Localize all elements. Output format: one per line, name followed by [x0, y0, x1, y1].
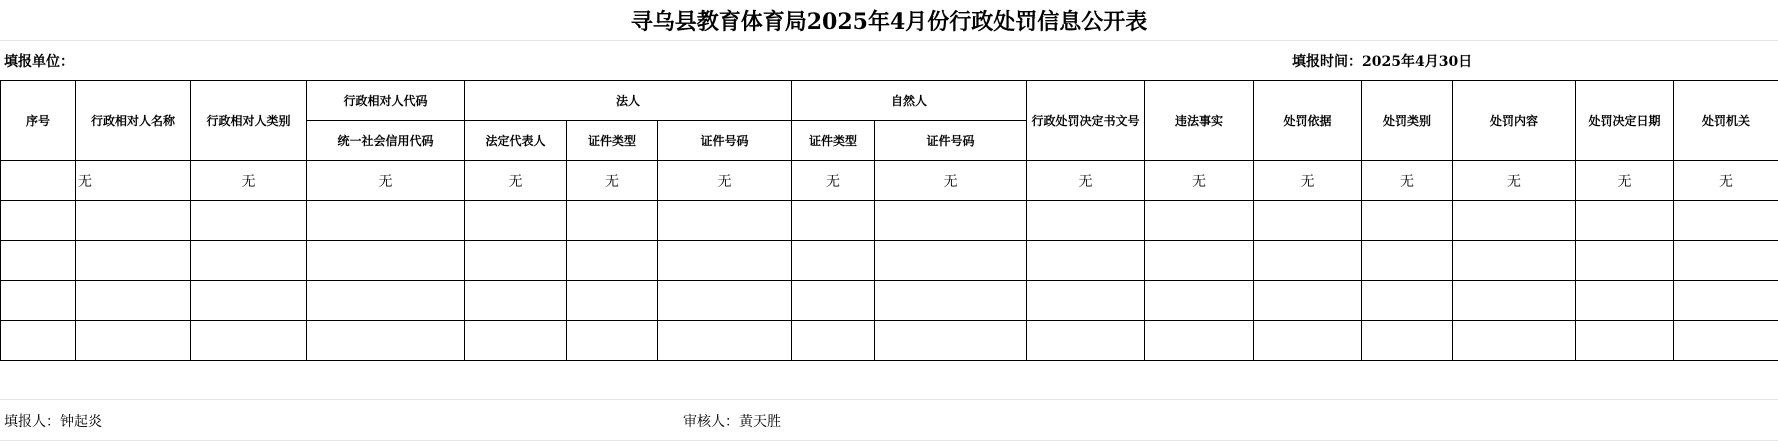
table-cell [1576, 241, 1674, 281]
header-party-code: 行政相对人代码 [307, 81, 465, 121]
table-cell [307, 321, 465, 361]
table-cell [1027, 321, 1145, 361]
table-cell [307, 241, 465, 281]
table-cell [1576, 201, 1674, 241]
table-cell [465, 201, 567, 241]
table-cell [191, 281, 307, 321]
header-basis: 处罚依据 [1254, 81, 1362, 161]
table-cell [307, 281, 465, 321]
table-cell [792, 321, 875, 361]
table-cell: 无 [307, 161, 465, 201]
table-cell [567, 201, 658, 241]
table-cell: 无 [1453, 161, 1576, 201]
table-cell [1027, 241, 1145, 281]
header-decision-no: 行政处罚决定书文号 [1027, 81, 1145, 161]
header-date: 处罚决定日期 [1576, 81, 1674, 161]
table-cell [658, 321, 792, 361]
header-natural-person: 自然人 [792, 81, 1027, 121]
table-row [1, 161, 1778, 201]
table-cell [1145, 201, 1254, 241]
table-row [1, 281, 1778, 321]
table-cell [1254, 321, 1362, 361]
table-cell [76, 201, 191, 241]
table-cell [191, 241, 307, 281]
table-cell [1145, 281, 1254, 321]
page-title: 寻乌县教育体育局2025年4月份行政处罚信息公开表 [630, 9, 1148, 35]
table-cell: 无 [792, 161, 875, 201]
table-cell [465, 241, 567, 281]
table-cell [792, 281, 875, 321]
header-credit-code: 统一社会信用代码 [307, 121, 465, 161]
penalty-info-table [0, 80, 1778, 361]
table-cell [1, 201, 76, 241]
header-party-name: 行政相对人名称 [76, 81, 191, 161]
table-row [1, 201, 1778, 241]
header-cert-no-legal: 证件号码 [658, 121, 792, 161]
table-cell [658, 241, 792, 281]
table-cell [658, 201, 792, 241]
table-cell [1, 161, 76, 201]
header-authority: 处罚机关 [1674, 81, 1778, 161]
table-cell [1674, 321, 1778, 361]
table-cell: 无 [567, 161, 658, 201]
table-cell [1362, 281, 1453, 321]
table-cell [1145, 241, 1254, 281]
table-cell [1362, 321, 1453, 361]
table-cell: 无 [1576, 161, 1674, 201]
header-cert-type-legal: 证件类型 [567, 121, 658, 161]
table-cell [1, 321, 76, 361]
table-cell: 无 [191, 161, 307, 201]
table-cell [1576, 281, 1674, 321]
table-cell: 无 [1145, 161, 1254, 201]
table-cell: 无 [1674, 161, 1778, 201]
table-cell [567, 241, 658, 281]
table-cell [1, 281, 76, 321]
table-cell [1674, 281, 1778, 321]
table-cell [307, 201, 465, 241]
reviewer-label: 审核人：黄天胜 [683, 414, 781, 430]
table-cell [76, 241, 191, 281]
table-cell [567, 281, 658, 321]
table-cell [465, 281, 567, 321]
table-cell [1145, 321, 1254, 361]
table-cell [76, 281, 191, 321]
table-cell [1453, 281, 1576, 321]
table-cell [1027, 201, 1145, 241]
header-cert-type-natural: 证件类型 [792, 121, 875, 161]
table-cell [1254, 241, 1362, 281]
table-row [1, 241, 1778, 281]
table-row [1, 321, 1778, 361]
fill-time-label: 填报时间：2025年4月30日 [1292, 54, 1473, 70]
header-facts: 违法事实 [1145, 81, 1254, 161]
table-cell [1362, 201, 1453, 241]
table-cell [1576, 321, 1674, 361]
table-cell: 无 [76, 161, 191, 201]
table-cell [76, 321, 191, 361]
header-seq: 序号 [1, 81, 76, 161]
sheet-gridline [0, 399, 1778, 400]
table-cell [792, 241, 875, 281]
header-cert-no-natural: 证件号码 [875, 121, 1027, 161]
table-cell: 无 [1254, 161, 1362, 201]
header-content: 处罚内容 [1453, 81, 1576, 161]
table-cell [1453, 241, 1576, 281]
table-cell [1362, 241, 1453, 281]
table-cell [465, 321, 567, 361]
table-cell [875, 241, 1027, 281]
table-cell [875, 201, 1027, 241]
table-cell [191, 201, 307, 241]
table-cell [1674, 201, 1778, 241]
header-legal-rep: 法定代表人 [465, 121, 567, 161]
table-cell: 无 [1362, 161, 1453, 201]
table-cell: 无 [658, 161, 792, 201]
table-cell [1453, 201, 1576, 241]
table-cell [1, 241, 76, 281]
header-legal-person: 法人 [465, 81, 792, 121]
fill-unit-label: 填报单位： [4, 54, 74, 70]
header-category: 处罚类别 [1362, 81, 1453, 161]
table-cell [1027, 281, 1145, 321]
table-cell [567, 321, 658, 361]
table-cell: 无 [1027, 161, 1145, 201]
table-cell [792, 201, 875, 241]
table-cell [875, 321, 1027, 361]
filler-label: 填报人：钟起炎 [4, 414, 102, 430]
header-party-type: 行政相对人类别 [191, 81, 307, 161]
table-cell [875, 281, 1027, 321]
table-cell [1254, 201, 1362, 241]
table-cell: 无 [875, 161, 1027, 201]
table-cell: 无 [465, 161, 567, 201]
table-cell [1674, 241, 1778, 281]
table-cell [191, 321, 307, 361]
table-cell [1453, 321, 1576, 361]
table-cell [1254, 281, 1362, 321]
table-cell [658, 281, 792, 321]
